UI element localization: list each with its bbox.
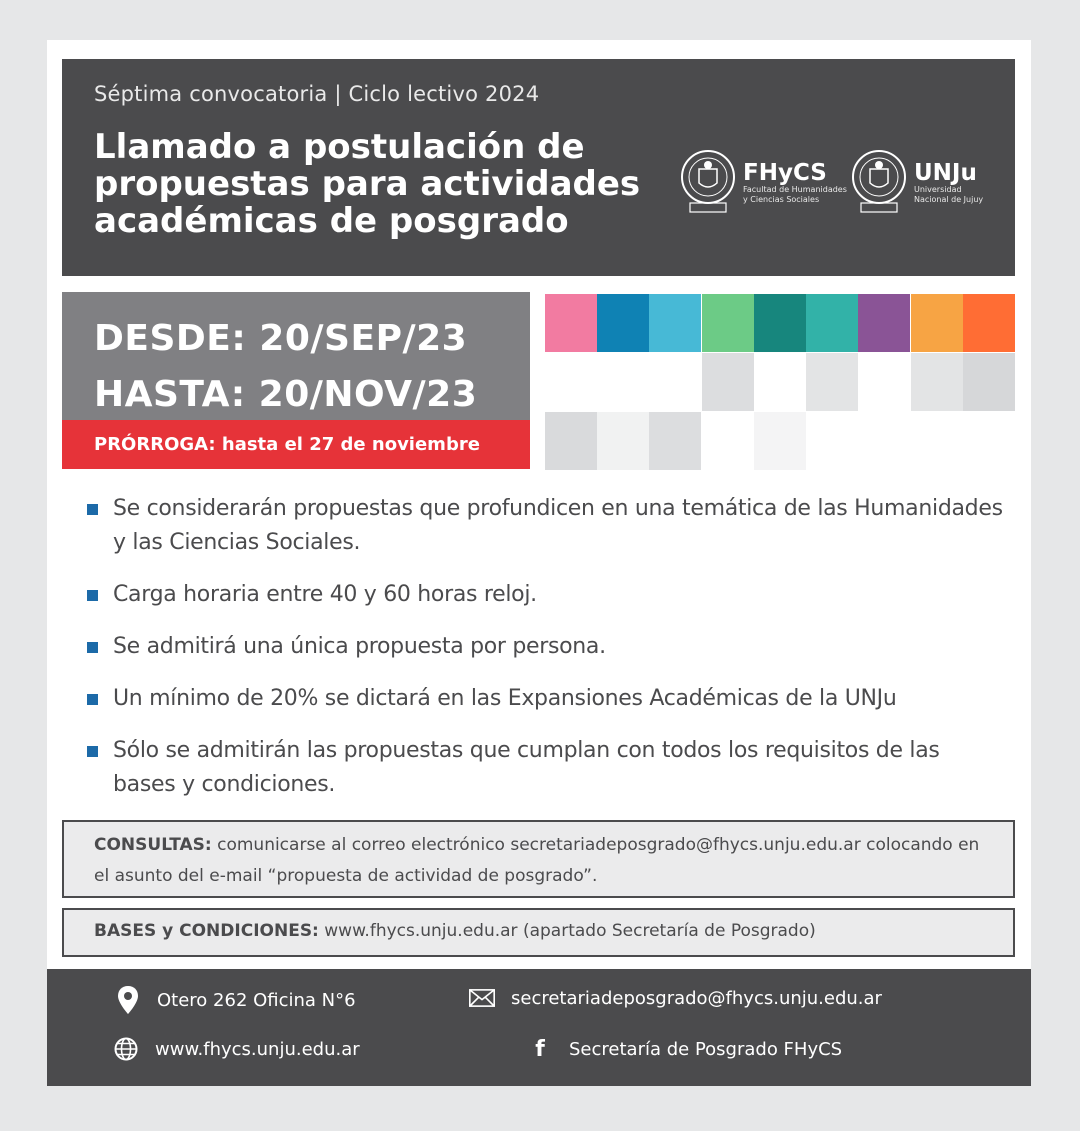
date-to: HASTA: 20/NOV/23	[94, 374, 478, 415]
bases-box	[62, 908, 1015, 957]
unju-logo-name: UNJu	[914, 160, 977, 186]
list-item	[87, 734, 1007, 802]
facebook-item[interactable]	[527, 1036, 842, 1062]
fhycs-logo-line1: Facultad de Humanidades	[743, 185, 847, 194]
consultas-text: comunicarse al correo electrónico secretariadeposgrado@fhycs.unju.edu.ar colocando en el asunto del e-mail “propuesta de actividad de posgrado”.	[94, 835, 980, 886]
requirement-text: Se admitirá una única propuesta por persona.	[113, 634, 606, 659]
fhycs-logo-line2: y Ciencias Sociales	[743, 195, 820, 204]
globe-icon	[113, 1036, 139, 1062]
mosaic-tile	[597, 412, 649, 470]
bullet-square-icon	[87, 504, 98, 515]
call-subtitle: Séptima convocatoria | Ciclo lectivo 2024	[94, 82, 540, 106]
mosaic-tile	[911, 353, 963, 411]
bases-label: BASES y CONDICIONES:	[94, 921, 319, 941]
mosaic-tile	[806, 353, 858, 411]
requirement-text: Sólo se admitirán las propuestas que cumplan con todos los requisitos de las bases y condiciones.	[113, 738, 940, 797]
mosaic-tile	[963, 294, 1015, 352]
bases-text: www.fhycs.unju.edu.ar (apartado Secretaría de Posgrado)	[318, 921, 816, 941]
mosaic-tile	[806, 294, 858, 352]
list-item	[87, 682, 1007, 716]
consultas-box	[62, 820, 1015, 898]
mosaic-tile	[702, 294, 754, 352]
page-title: Llamado a postulación de propuestas para actividades académicas de posgrado	[94, 127, 641, 241]
bullet-square-icon	[87, 590, 98, 601]
email-link[interactable]: secretariadeposgrado@fhycs.unju.edu.ar	[511, 987, 882, 1009]
envelope-icon	[469, 985, 495, 1011]
mosaic-tile	[545, 294, 597, 352]
mosaic-tile	[545, 412, 597, 470]
unju-logo-line2: Nacional de Jujuy	[914, 195, 984, 204]
dates-panel	[62, 292, 530, 420]
header-banner	[62, 59, 1015, 276]
fhycs-logo	[679, 147, 847, 219]
unju-logo	[850, 147, 983, 219]
mosaic-tile	[649, 294, 701, 352]
fhycs-logo-name: FHyCS	[743, 160, 827, 186]
mosaic-tile	[597, 294, 649, 352]
bullet-square-icon	[87, 746, 98, 757]
bullet-square-icon	[87, 694, 98, 705]
location-pin-icon	[115, 987, 141, 1013]
requirement-text: Un mínimo de 20% se dictará en las Expansiones Académicas de la UNJu	[113, 686, 897, 711]
requirement-text: Carga horaria entre 40 y 60 horas reloj.	[113, 582, 537, 607]
mosaic-tile	[702, 353, 754, 411]
requirement-text: Se considerarán propuestas que profundicen en una temática de las Humanidades y las Ciencias Sociales.	[113, 496, 1003, 555]
extension-banner: PRÓRROGA: hasta el 27 de noviembre	[62, 420, 530, 469]
mosaic-tile	[754, 294, 806, 352]
flyer-card	[47, 40, 1031, 1086]
facebook-icon: f	[535, 1036, 545, 1062]
list-item	[87, 630, 1007, 664]
mosaic-tile	[858, 294, 910, 352]
bullet-square-icon	[87, 642, 98, 653]
consultas-label: CONSULTAS:	[94, 835, 212, 855]
list-item	[87, 492, 1007, 560]
mosaic-tile	[754, 412, 806, 470]
website-link[interactable]: www.fhycs.unju.edu.ar	[155, 1038, 360, 1060]
website-item[interactable]	[113, 1036, 360, 1062]
address-item	[115, 987, 356, 1013]
unju-logo-line1: Universidad	[914, 185, 962, 194]
requirements-list	[87, 492, 1007, 820]
mosaic-tile	[649, 412, 701, 470]
email-item[interactable]	[469, 985, 882, 1011]
contact-footer	[47, 969, 1031, 1086]
address-text: Otero 262 Oficina N°6	[157, 989, 356, 1011]
facebook-link[interactable]: Secretaría de Posgrado FHyCS	[569, 1038, 843, 1060]
mosaic-tile	[963, 353, 1015, 411]
seal-icon	[850, 147, 908, 219]
mosaic-tile	[911, 294, 963, 352]
date-from: DESDE: 20/SEP/23	[94, 318, 468, 359]
list-item	[87, 578, 1007, 612]
seal-icon	[679, 147, 737, 219]
